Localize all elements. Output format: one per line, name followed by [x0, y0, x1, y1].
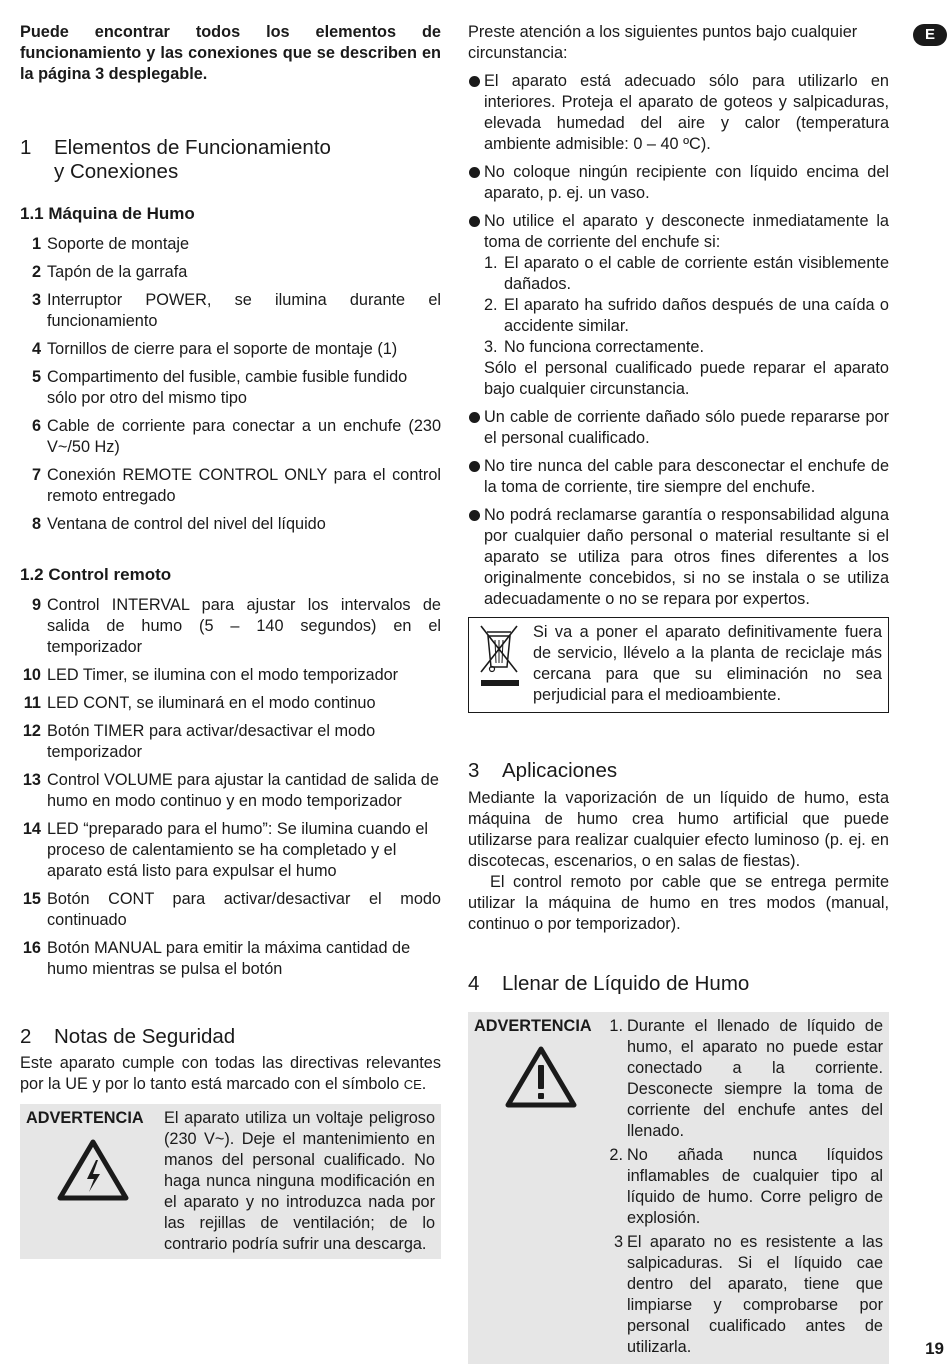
list-1-1 [20, 234, 441, 535]
item-text: Compartimento del fusible, cambie fusible fundido sólo por otro del mismo tipo [47, 368, 408, 407]
section-2-title: Notas de Seguridad [54, 1025, 236, 1048]
item-number: 3 [31, 291, 41, 309]
item-number: 11 [23, 694, 41, 712]
item-number: 7 [31, 466, 41, 484]
crossed-out-bin-icon-svg [475, 622, 525, 702]
item-number: 10 [22, 666, 41, 684]
item-number: 15 [22, 890, 41, 908]
sub-item-text: El aparato o el cable de corriente están visiblemente dañados. [504, 254, 889, 293]
subsection-1-2-title: 1.2 Control remoto [20, 565, 172, 584]
section-3-number: 3 [468, 759, 480, 782]
item-number: 4 [31, 340, 41, 358]
sub-item-number: 1. [484, 254, 498, 272]
item-text: Ventana de control del nivel del líquido [47, 515, 326, 533]
list-item [20, 721, 441, 763]
recycling-notice-box [468, 617, 889, 713]
item-text: Cable de corriente para conectar a un enchufe (230 V~/50 Hz) [47, 417, 441, 456]
item-text: Control VOLUME para ajustar la cantidad de salida de humo en modo continuo y en modo temporizador [47, 771, 439, 810]
item-text: Soporte de montaje [47, 235, 190, 253]
sub-item [484, 253, 889, 295]
item-number: 12 [22, 722, 41, 740]
item-text: Tornillos de cierre para el soporte de montaje (1) [47, 340, 398, 358]
section-4-title: Llenar de Líquido de Humo [502, 972, 750, 995]
subsection-1-1-title: 1.1 Máquina de Humo [20, 204, 195, 223]
bullet-icon [468, 211, 484, 400]
bullet-text: Un cable de corriente dañado sólo puede repararse por el personal cualificado. [484, 408, 889, 447]
item-text: Control INTERVAL para ajustar los intervalos de salida de humo (5 – 140 segundos) en el temporizador [47, 596, 441, 656]
page-number: 19 [925, 1339, 944, 1358]
list-item [20, 595, 441, 658]
bullet-icon [468, 407, 484, 449]
list-item [604, 1016, 883, 1142]
section-3-para1: Mediante la vaporización de un líquido de humo, esta máquina de humo crea humo artificial que puede utilizarse para realizar cualquier efecto luminoso (p. ej. en discotecas, escenarios, o en salas de fiestas). [468, 789, 889, 870]
item-text: Botón TIMER para activar/desactivar el modo temporizador [47, 722, 376, 761]
bullet-after-text: Sólo el personal cualificado puede reparar el aparato bajo cualquier circunstancia. [484, 359, 889, 398]
bullet-item [468, 407, 889, 449]
sub-item-number: 3. [484, 338, 498, 356]
item-number: 16 [22, 939, 41, 957]
list-item [20, 693, 441, 714]
filling-steps [604, 1016, 883, 1358]
section-2-heading [20, 1025, 441, 1049]
left-column [20, 22, 441, 1259]
bullet-icon [468, 162, 484, 204]
list-item [20, 290, 441, 332]
item-number: 5 [31, 368, 41, 386]
item-text: Tapón de la garrafa [47, 263, 188, 281]
section-4-heading [468, 972, 889, 996]
bullet-icon [468, 71, 484, 155]
item-number: 9 [31, 596, 41, 614]
item-number: 8 [31, 515, 41, 533]
item-text: El aparato no es resistente a las salpicaduras. Si el líquido cae dentro del aparato, tiene que limpiarse y comprobarse por personal cualificado antes de utilizarla. [627, 1233, 883, 1356]
item-text: LED Timer, se ilumina con el modo temporizador [47, 666, 399, 684]
warning-triangle-icon [474, 1037, 604, 1115]
list-item [20, 938, 441, 980]
sub-item [484, 295, 889, 337]
section-1-title-line2: y Conexiones [54, 160, 179, 183]
bullet-icon [468, 456, 484, 498]
high-voltage-icon-svg [56, 1138, 130, 1202]
item-text: No añada nunca líquidos inflamables de cualquier tipo al líquido de humo. Corre peligro de explosión. [627, 1146, 883, 1227]
right-column [468, 22, 889, 1364]
item-number: 14 [22, 820, 41, 838]
item-number: 2 [31, 263, 41, 281]
warning-text: El aparato utiliza un voltaje peligroso (230 V~). Deje el mantenimiento en manos del personal cualificado. No haga nunca ninguna modificación en el aparato y no introduzca nada por las rejillas de ventilación; de lo contrario podría sufrir una descarga. [164, 1109, 435, 1253]
bullet-item [468, 456, 889, 498]
bullet-text: No coloque ningún recipiente con líquido encima del aparato, p. ej. un vaso. [484, 163, 889, 202]
sub-item-text: El aparato ha sufrido daños después de una caída o accidente similar. [504, 296, 889, 335]
bullet-item [468, 211, 889, 400]
item-number: 1 [31, 235, 41, 253]
high-voltage-icon [26, 1129, 164, 1208]
list-item [20, 465, 441, 507]
ce-mark: CE [403, 1077, 422, 1092]
sub-item [484, 337, 889, 358]
bullet-text: No tire nunca del cable para desconectar el enchufe de la toma de corriente, tire siempre del enchufe. [484, 457, 889, 496]
list-item [20, 514, 441, 535]
list-item [20, 339, 441, 360]
section-3-heading [468, 759, 889, 783]
bullet-item [468, 71, 889, 155]
section-4-number: 4 [468, 972, 480, 995]
item-text: Durante el llenado de líquido de humo, el aparato no puede estar conectado a la corriente. Desconecte siempre la toma de corriente del enchufe antes del llenado. [627, 1017, 883, 1140]
section-2-body: Este aparato cumple con todas las directivas relevantes por la UE y por lo tanto está marcado con el símbolo CE. [20, 1054, 441, 1093]
filling-warning-box [468, 1012, 889, 1364]
item-text: LED CONT, se iluminará en el modo continuo [47, 694, 376, 712]
list-item [20, 770, 441, 812]
bullet-item [468, 505, 889, 610]
bullet-icon [468, 505, 484, 610]
item-number: 6 [31, 417, 41, 435]
bullet-item [468, 162, 889, 204]
item-text: Botón MANUAL para emitir la máxima cantidad de humo mientras se pulsa el botón [47, 939, 411, 978]
item-text: Botón CONT para activar/desactivar el modo continuado [47, 890, 441, 929]
recycling-text: Si va a poner el aparato definitivamente fuera de servicio, llévelo a la planta de reciclaje más cercana para que su eliminación no sea perjudicial para el medioambiente. [533, 623, 882, 704]
warning-triangle-icon-svg [504, 1045, 578, 1109]
item-number: 2. [609, 1146, 623, 1164]
section-1-title-line1: Elementos de Funcionamiento [54, 136, 331, 159]
intro-text: Puede encontrar todos los elementos de funcionamiento y las conexiones que se describen en la página 3 desplegable. [20, 23, 441, 83]
item-number: 13 [22, 771, 41, 789]
item-text: Conexión REMOTE CONTROL ONLY para el control remoto entregado [47, 466, 441, 505]
safety-lead: Preste atención a los siguientes puntos bajo cualquier circunstancia: [468, 23, 858, 62]
bullet-text: No podrá reclamarse garantía o responsabilidad alguna por cualquier daño personal o material resultante si el aparato se utiliza para otros fines diferentes a los originalmente concebidos, si no se instala o se utiliza adecuadamente o no se repara por expertos. [484, 506, 889, 608]
list-item [20, 416, 441, 458]
sub-item-number: 2. [484, 296, 498, 314]
list-item [20, 262, 441, 283]
list-item [20, 665, 441, 686]
bullet-text: No utilice el aparato y desconecte inmediatamente la toma de corriente del enchufe si: [484, 212, 889, 251]
language-badge: E [913, 24, 947, 46]
section-3-title: Aplicaciones [502, 759, 618, 782]
list-1-2 [20, 595, 441, 980]
warning-label: ADVERTENCIA [474, 1017, 592, 1035]
list-item [604, 1232, 883, 1358]
crossed-out-bin-icon [475, 622, 533, 708]
list-item [20, 234, 441, 255]
bullet-text: El aparato está adecuado sólo para utilizarlo en interiores. Proteja el aparato de goteos y salpicaduras, elevada humedad del aire y calor (temperatura ambiente admisible: 0 – 40 ºC). [484, 72, 889, 153]
sub-item-text: No funciona correctamente. [504, 338, 705, 356]
list-item [20, 819, 441, 882]
list-item [20, 889, 441, 931]
section-2-number: 2 [20, 1025, 32, 1048]
item-number: 3 [613, 1233, 623, 1251]
item-text: Interruptor POWER, se ilumina durante el funcionamiento [47, 291, 441, 330]
section-1-heading [20, 136, 441, 184]
item-number: 1. [609, 1017, 623, 1035]
item-text: LED “preparado para el humo”: Se ilumina cuando el proceso de calentamiento se ha completado y el aparato está listo para expulsar el humo [47, 820, 429, 880]
section-1-number: 1 [20, 136, 32, 159]
list-item [20, 367, 441, 409]
section-3-para2: El control remoto por cable que se entrega permite utilizar la máquina de humo en tres modos (manual, continuo o por temporizador). [468, 873, 889, 933]
section-2-body-text: Este aparato cumple con todas las directivas relevantes por la UE y por lo tanto está marcado con el símbolo [20, 1054, 441, 1093]
list-item [604, 1145, 883, 1229]
warning-label: ADVERTENCIA [26, 1109, 144, 1127]
voltage-warning-box [20, 1104, 441, 1259]
